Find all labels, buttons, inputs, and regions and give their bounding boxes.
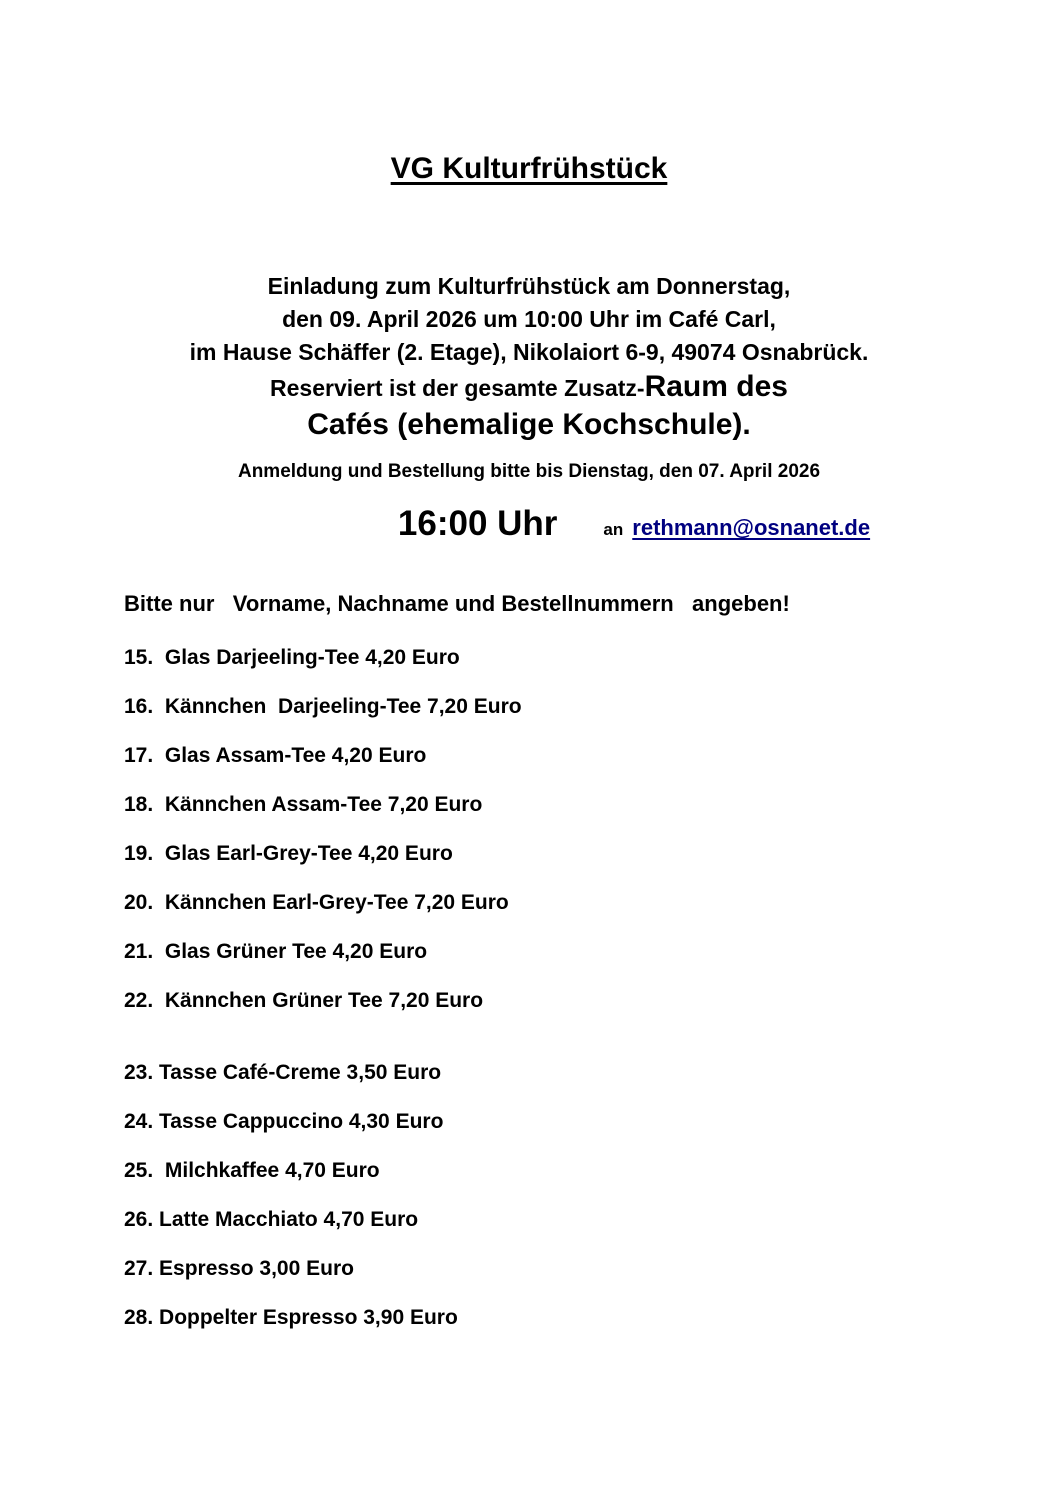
invitation-line-1: Einladung zum Kulturfrühstück am Donnerstag, bbox=[267, 273, 791, 299]
deadline-time: 16:00 Uhr bbox=[397, 504, 558, 543]
page-title bbox=[0, 150, 1058, 188]
invitation-line-3: im Hause Schäffer (2. Etage), Nikolaiort 6-9, 49074 Osnabrück. bbox=[189, 339, 869, 365]
menu-item-24: 24. Tasse Cappuccino 4,30 Euro bbox=[124, 1110, 444, 1133]
menu-item-15: 15. Glas Darjeeling-Tee 4,20 Euro bbox=[124, 646, 460, 669]
menu-item-26: 26. Latte Macchiato 4,70 Euro bbox=[124, 1208, 419, 1231]
invitation-line-2: den 09. April 2026 um 10:00 Uhr im Café Carl, bbox=[282, 306, 776, 332]
menu-item-27: 27. Espresso 3,00 Euro bbox=[124, 1257, 354, 1280]
menu-item-21: 21. Glas Grüner Tee 4,20 Euro bbox=[124, 940, 428, 963]
menu-item-18: 18. Kännchen Assam-Tee 7,20 Euro bbox=[124, 793, 483, 816]
invitation-line-4 bbox=[0, 369, 1058, 406]
email-link[interactable]: rethmann@osnanet.de bbox=[632, 515, 871, 540]
menu-item-25: 25. Milchkaffee 4,70 Euro bbox=[124, 1159, 380, 1182]
invitation-line-4-normal: Reserviert ist der gesamte Zusatz- bbox=[270, 375, 645, 401]
menu-item-16: 16. Kännchen Darjeeling-Tee 7,20 Euro bbox=[124, 695, 522, 718]
deadline-time-row bbox=[105, 503, 1058, 545]
email-preposition: an bbox=[603, 520, 624, 539]
menu-item-22: 22. Kännchen Grüner Tee 7,20 Euro bbox=[124, 989, 484, 1012]
menu-item-19: 19. Glas Earl-Grey-Tee 4,20 Euro bbox=[124, 842, 453, 865]
deadline-line: Anmeldung und Bestellung bitte bis Dienstag, den 07. April 2026 bbox=[237, 461, 821, 482]
order-instruction: Bitte nur Vorname, Nachname und Bestellnummern angeben! bbox=[124, 591, 790, 616]
menu-item-28: 28. Doppelter Espresso 3,90 Euro bbox=[124, 1306, 458, 1329]
invitation-line-4-large: Raum des bbox=[644, 370, 788, 403]
menu-item-23: 23. Tasse Café-Creme 3,50 Euro bbox=[124, 1061, 442, 1084]
invitation-paragraph bbox=[0, 270, 1058, 444]
invitation-line-5: Cafés (ehemalige Kochschule). bbox=[307, 408, 751, 441]
menu-item-20: 20. Kännchen Earl-Grey-Tee 7,20 Euro bbox=[124, 891, 509, 914]
menu-item-17: 17. Glas Assam-Tee 4,20 Euro bbox=[124, 744, 427, 767]
page-title-text: VG Kulturfrühstück bbox=[390, 152, 668, 185]
menu-list bbox=[0, 646, 1058, 1330]
